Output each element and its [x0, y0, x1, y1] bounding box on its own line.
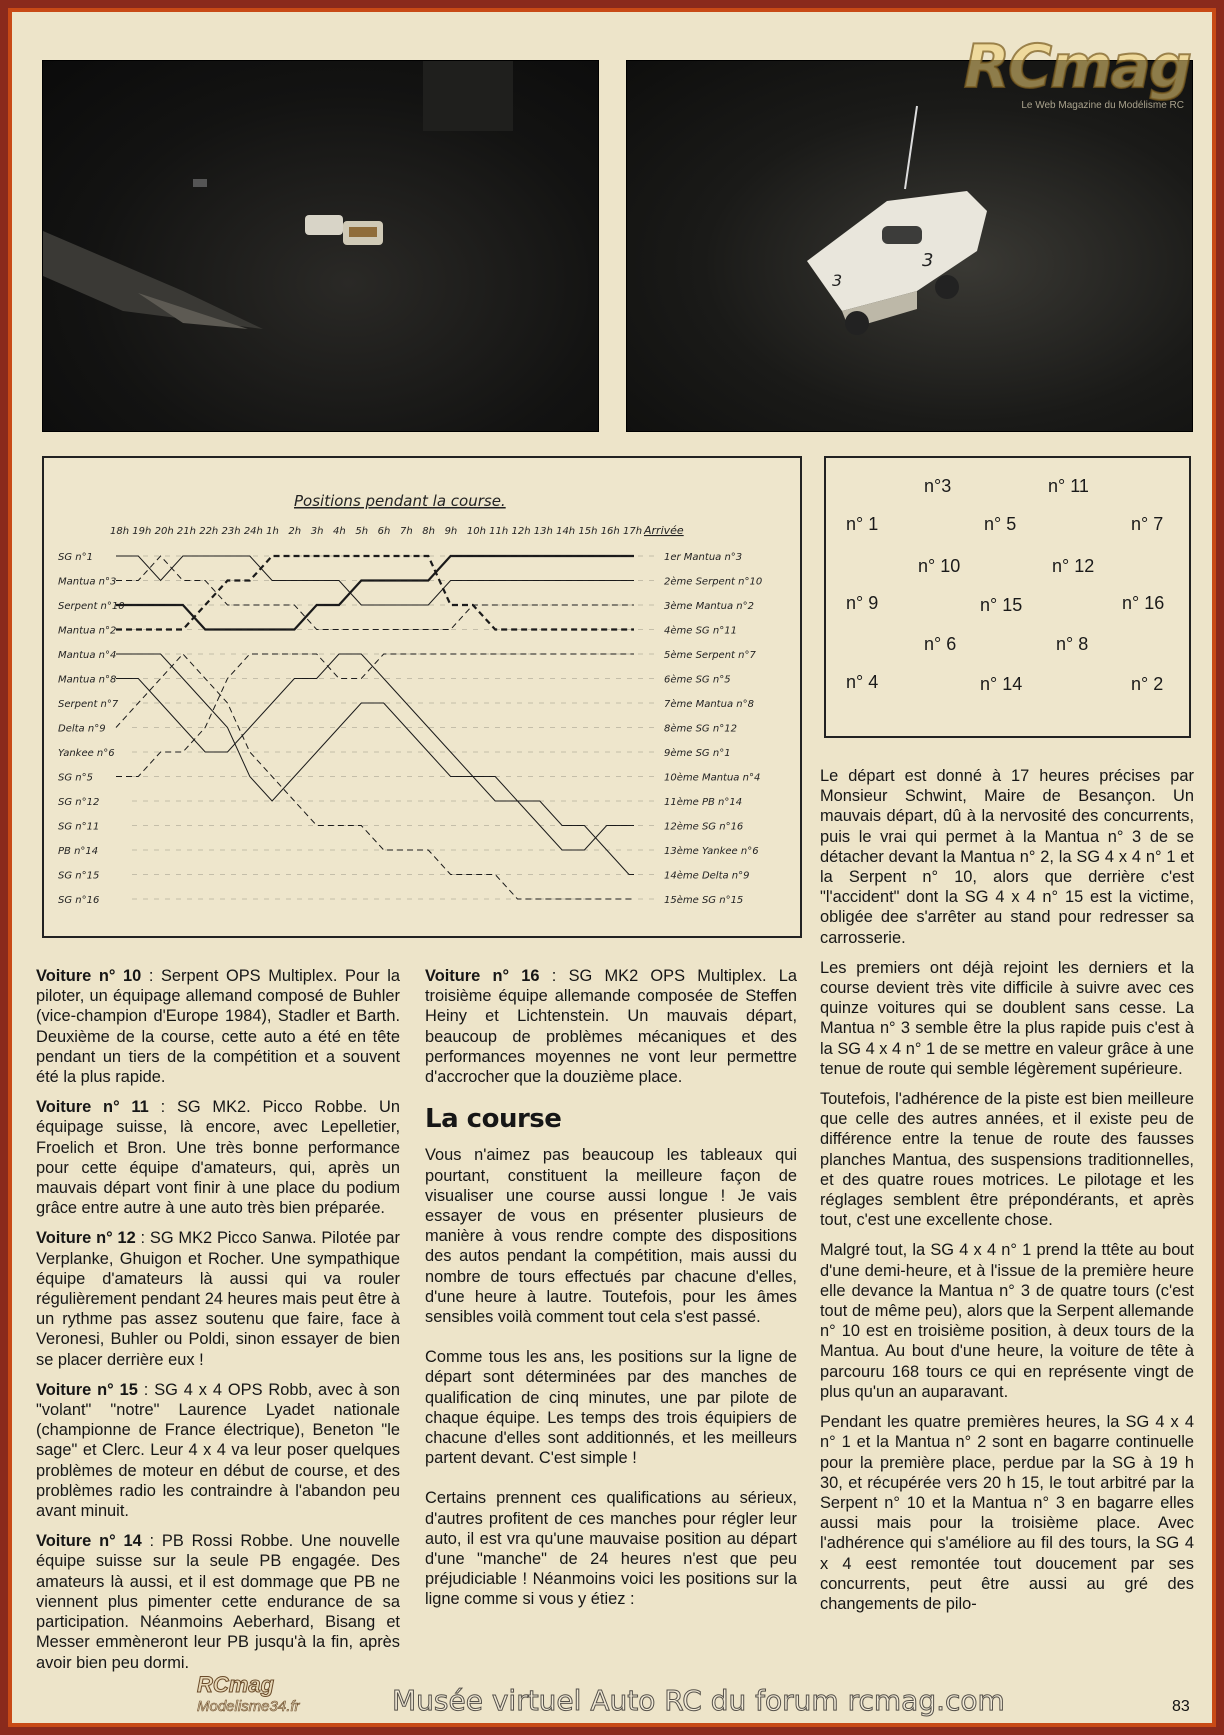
hour-label: 14h: [556, 526, 576, 537]
start-label: SG n°12: [58, 797, 100, 808]
finish-label: 7ème Mantua n°8: [664, 699, 754, 710]
start-label: Delta n°9: [58, 723, 106, 735]
paragraph: Les premiers ont déjà rejoint les derniers et la course devient très vite difficile à suivre avec ces quinze voitures qui se doublent sans cesse. La Mantua n° 3 semble être la plus rapide puis c'est à la SG 4 x 4 n° 1 de se mettre en valeur grâce à une tenue de route qui semble légèrement supérieure.: [820, 958, 1194, 1078]
finish-label: 2ème Serpent n°10: [664, 576, 763, 588]
footer-logo-subtitle: Modelisme34.fr: [197, 1698, 300, 1715]
paragraph: Toutefois, l'adhérence de la piste est bien meilleure que celle des autres années, et il existe peu de différence entre la tenue de route des fausses planches Mantua, des suspensions traditionnelles, et des quatre roues motrices. Le pilotage et les réglages semblent être prépondérants, et après tout, c'est une excellente chose.: [820, 1090, 1194, 1230]
grid-slot: n° 6: [924, 634, 957, 654]
position-traces: [116, 556, 656, 899]
start-label: Mantua n°3: [58, 576, 117, 588]
section-heading: La course: [425, 1104, 562, 1135]
position-trace: [116, 556, 634, 630]
hour-label: 19h: [132, 526, 152, 537]
positions-chart: [42, 456, 802, 938]
finish-label: 14ème Delta n°9: [664, 870, 750, 882]
finish-label: 3ème Mantua n°2: [664, 601, 754, 612]
start-label: SG n°5: [58, 772, 93, 784]
finish-label: 12ème SG n°16: [664, 821, 744, 833]
paragraph: Le départ est donné à 17 heures précises par Monsieur Schwint, Maire de Besançon. Un mauvais départ, dû à la nervosité des concurrents, puis le vrai qui permet à la Mantua n° 3 de se détacher devant la Mantua n° 2, la SG 4 x 4 n° 1 et la Serpent n° 10, alors que derrière c'est "l'accident" dont la SG 4 x 4 n° 15 est la victime, obligée dee s'arrêter au stand pour redresser sa carrosserie.: [820, 767, 1194, 947]
svg-text:3: 3: [832, 271, 843, 290]
hour-label: 3h: [310, 526, 324, 537]
hour-label: 11h: [489, 526, 509, 537]
grid-slot: n° 8: [1056, 634, 1089, 654]
finish-label: 1er Mantua n°3: [664, 552, 743, 563]
finish-label: 15ème SG n°15: [664, 895, 744, 906]
finish-label: 5ème Serpent n°7: [664, 650, 756, 661]
hour-label: 4h: [333, 526, 346, 537]
start-label: SG n°1: [58, 552, 93, 563]
car-paragraph: Voiture n° 12 : SG MK2 Picco Sanwa. Pilotée par Verplanke, Ghuigon et Rocher. Une sympathique équipe d'amateurs là aussi qui va rouler régulièrement pendant 24 heures mais peut être à un rythme pas assez soutenu que faire, face à Veronesi, Buhler ou Poldi, sinon essayer de bien se placer derrière eux !: [36, 1229, 400, 1369]
grid-slot: n° 5: [984, 514, 1017, 534]
svg-text:3: 3: [922, 250, 934, 271]
finish-label: 6ème SG n°5: [664, 674, 731, 686]
hour-label: 9h: [444, 526, 458, 537]
column-left: [36, 966, 400, 1683]
hour-axis-labels: [110, 524, 684, 537]
hour-label: 20h: [154, 526, 174, 537]
hour-label: 13h: [533, 526, 553, 537]
car-paragraph: Voiture n° 14 : PB Rossi Robbe. Une nouvelle équipe suisse sur la seule PB engagée. Des amateurs là aussi, et il est dommage que PB ne viennent plus pimenter cette endurance de sa participation. Néanmoins Aeberhard, Bisang et Messer emmèneront leur PB jusqu'à la fin, après avoir bien peu dormi.: [36, 1532, 400, 1672]
start-label: Serpent n°7: [58, 699, 119, 710]
start-label: Mantua n°8: [58, 674, 117, 686]
start-position-labels: [58, 552, 125, 906]
paragraph: Vous n'aimez pas beaucoup les tableaux qui pourtant, constituent la meilleure façon de visualiser une course aussi longue ! Je vais essayer de vous en présenter plusieurs de manière à vous rendre compte des dispositions des autos pendant la compétition, mais aussi du nombre de tours effectués par chacune d'elles, d'une heure à lautre. Toutefois, pour les âmes sensibles voilà comment tout cela s'est passé.: [425, 1146, 797, 1327]
start-label: Yankee n°6: [58, 748, 115, 759]
start-label: Serpent n°10: [58, 601, 125, 612]
paragraph: Certains prennent ces qualifications au sérieux, d'autres profitent de ces manches pour régler leur auto, il est vra qu'une mauvaise position au départ d'une "manche" de 24 heures n'est que peu préjudiciable ! Néanmoins voici les positions sur la ligne comme si vous y étiez :: [425, 1489, 797, 1609]
hour-label: 8h: [422, 526, 435, 537]
start-label: Mantua n°2: [58, 625, 117, 637]
page-number: 83: [1172, 1698, 1190, 1715]
grid-slot: n° 2: [1131, 674, 1164, 694]
paragraph: Comme tous les ans, les positions sur la ligne de départ sont déterminées par des manches de qualification de cinq minutes, une par pilote de chaque équipe. Les temps des trois équipiers de chacune d'elles sont additionnés, et les meilleurs partent devant. C'est simple !: [425, 1348, 797, 1468]
finish-position-labels: [664, 552, 762, 906]
chart-title: Positions pendant la course.: [294, 492, 506, 510]
grid-slot: n°3: [924, 476, 952, 496]
grid-slot: n° 1: [846, 514, 879, 534]
hour-label: 10h: [466, 526, 486, 537]
column-right: [820, 766, 1194, 1624]
hour-label: 6h: [377, 526, 391, 537]
race-photo-night-cars: [42, 60, 599, 432]
race-photo-car-number-3: [626, 60, 1193, 432]
hour-label: 12h: [511, 526, 531, 537]
hour-label: 21h: [176, 526, 196, 537]
finish-label: 11ème PB n°14: [664, 797, 743, 808]
watermark: Musée virtuel Auto RC du forum rcmag.com: [392, 1684, 1005, 1717]
start-label: SG n°16: [58, 895, 100, 906]
hour-label: 5h: [355, 526, 369, 537]
grid-slot: n° 10: [918, 556, 961, 576]
starting-grid: [824, 456, 1191, 738]
grid-slot: n° 7: [1131, 514, 1164, 534]
paragraph: Pendant les quatre premières heures, la SG 4 x 4 n° 1 et la Mantua n° 2 sont en bagarre continuelle pour la première place, perdue par la SG à 19 h 30, et récupérée vers 20 h 15, le tout arbitré par la Serpent n° 10 et la Mantua n° 3 en bagarre elles aussi mais pour la troisième place. Avec l'adhérence qui s'améliore au fil des tours, la SG 4 x 4 eest remontée tout doucement par ses concurrents, peut être aussi au gré des changements de pilo-: [820, 1413, 1194, 1613]
hour-label: 22h: [199, 526, 219, 537]
hour-label: 23h: [221, 526, 241, 537]
hour-label: 24h: [243, 526, 263, 537]
start-label: PB n°14: [58, 846, 99, 857]
finish-label: 13ème Yankee n°6: [664, 846, 759, 857]
car-paragraph: Voiture n° 10 : Serpent OPS Multiplex. Pour la piloter, un équipage allemand composé de Buhler (vice-champion d'Europe 1984), Stadler et Barth. Deuxième de la course, cette auto a été en tête pendant un tiers de la compétition et a souvent été la plus rapide.: [36, 967, 400, 1087]
hour-label: 18h: [110, 526, 130, 537]
rcmag-logo: RCmag Le Web Magazine du Modélisme RC: [963, 32, 1190, 111]
finish-label: 9ème SG n°1: [664, 748, 731, 759]
grid-slot: n° 15: [980, 595, 1023, 615]
magazine-page: [8, 8, 1216, 1727]
hour-label: 7h: [399, 526, 413, 537]
paragraph: Malgré tout, la SG 4 x 4 n° 1 prend la ttête au bout d'une demi-heure, et à l'issue de la première heure elle devance la Mantua n° 3 de quatre tours (c'est tout de même peu), alors que la Serpent allemande n° 10 est en troisième position, à deux tours de la Mantua. Au bout d'une heure, la voiture de tête à parcouru 168 tours ce qui en représente vingt de plus qu'un an auparavant.: [820, 1241, 1194, 1401]
grid-slot: n° 12: [1052, 556, 1095, 576]
column-middle: [425, 966, 797, 1620]
hour-label: 1h: [266, 526, 279, 537]
footer-logo: RCmag: [197, 1672, 275, 1697]
hour-label: 16h: [600, 526, 620, 537]
position-trace: [116, 654, 634, 777]
grid-slot: n° 4: [846, 672, 879, 692]
finish-label: 8ème SG n°12: [664, 723, 737, 735]
start-label: SG n°15: [58, 870, 100, 882]
start-label: Mantua n°4: [58, 650, 117, 661]
hour-label: 17h: [623, 526, 643, 537]
grid-slot: n° 16: [1122, 593, 1165, 613]
hour-label: Arrivée: [644, 524, 684, 537]
grid-slot: n° 14: [980, 674, 1023, 694]
grid-slot: n° 11: [1048, 476, 1089, 496]
start-label: SG n°11: [58, 821, 100, 833]
hour-label: 2h: [288, 526, 302, 537]
finish-label: 10ème Mantua n°4: [664, 772, 761, 784]
car-paragraph: Voiture n° 11 : SG MK2. Picco Robbe. Un équipage suisse, là encore, avec Lepelletier, Froelich et Bron. Une très bonne performance pour cette équipe d'amateurs, qui, après un mauvais départ vont finir à une place du podium grâce entre autre à une auto très bien préparée.: [36, 1098, 401, 1218]
car-paragraph: Voiture n° 16 : SG MK2 OPS Multiplex. La troisième équipe allemande composée de Steffen Heiny et Lichtenstein. Un mauvais départ, beaucoup de problèmes mécaniques et des performances moyennes ne vont leur permettre d'accrocher que la douzième place.: [425, 967, 797, 1087]
position-trace: [116, 654, 634, 875]
grid-slot: n° 9: [846, 593, 879, 613]
finish-label: 4ème SG n°11: [664, 625, 737, 637]
hour-label: 15h: [578, 526, 598, 537]
car-paragraph: Voiture n° 15 : SG 4 x 4 OPS Robb, avec à son "volant" "notre" Laurence Lyadet nationale (championne de France électrique), Beneton "le sage" et Clerc. Leur 4 x 4 va leur poser quelques problèmes de moteur en début de course, et des problèmes radio les contraindre à l'abandon peu avant minuit.: [36, 1380, 400, 1521]
